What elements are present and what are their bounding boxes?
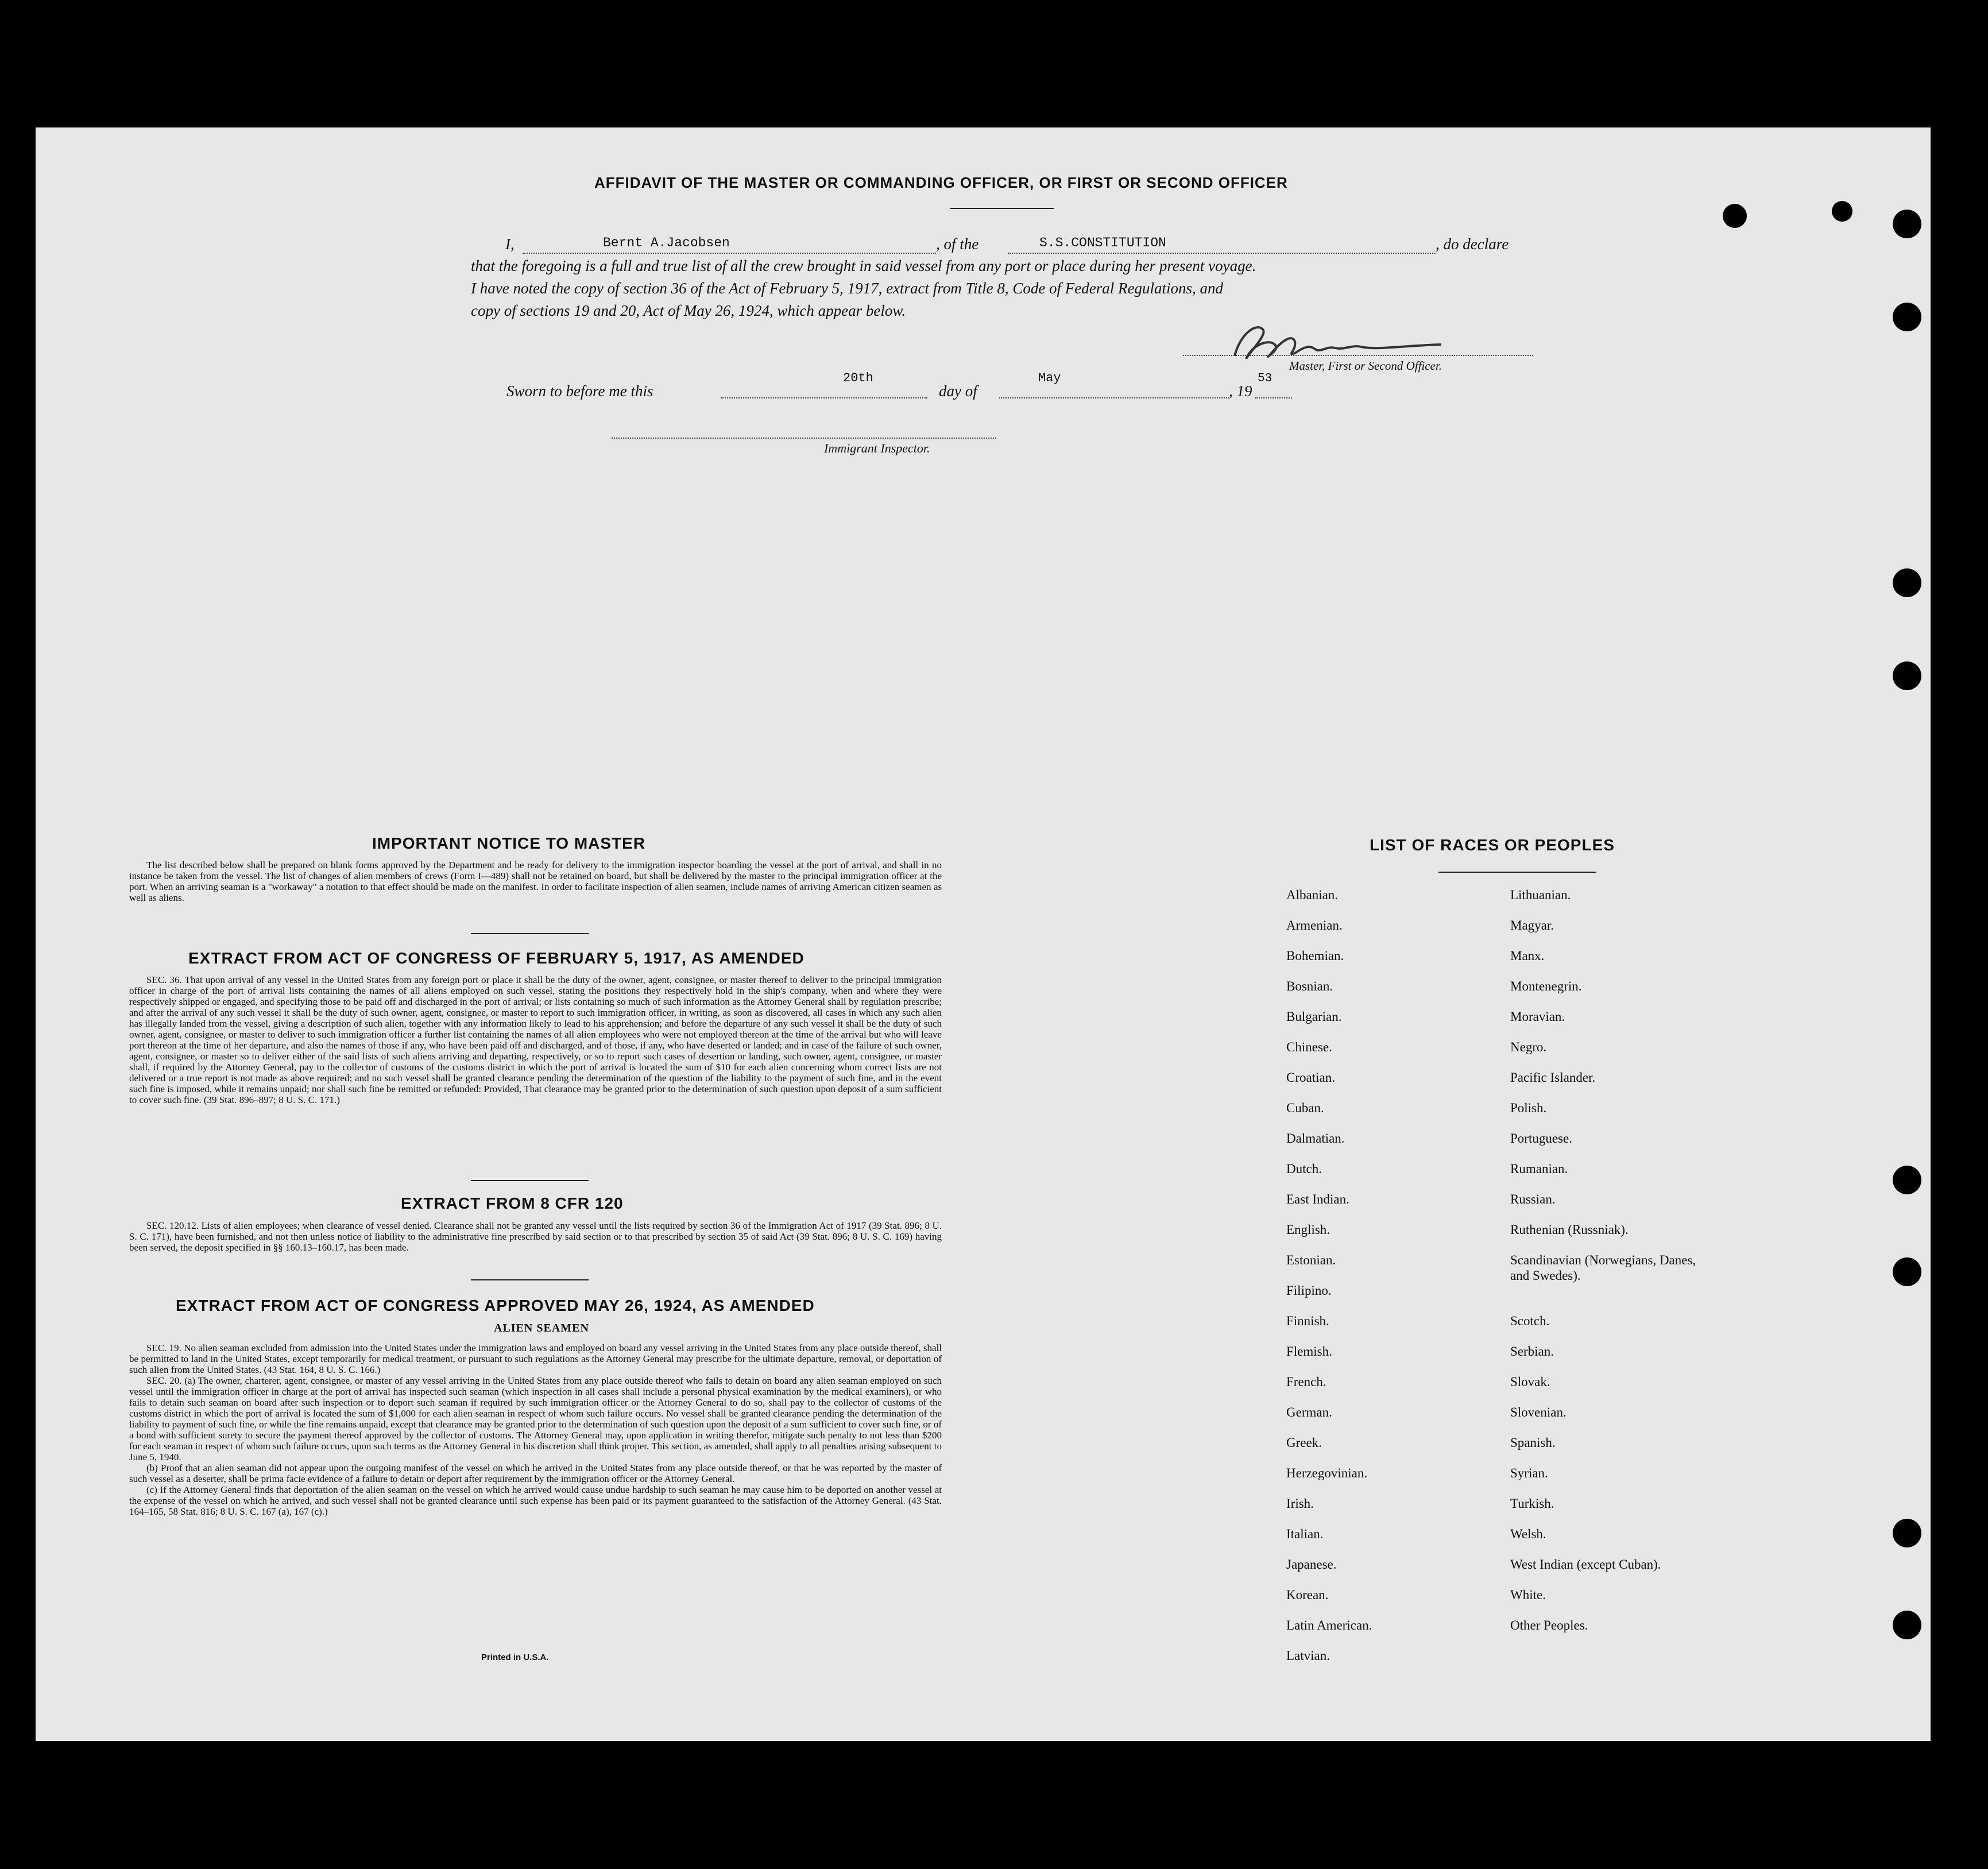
year-prefix: , 19: [1229, 382, 1252, 400]
race-item: Dalmatian.: [1286, 1131, 1345, 1146]
year-value[interactable]: 53: [1258, 372, 1273, 385]
race-item: Irish.: [1286, 1496, 1314, 1511]
races-title: LIST OF RACES OR PEOPLES: [1370, 836, 1615, 854]
race-item: Armenian.: [1286, 918, 1343, 932]
sworn-label: Sworn to before me this: [506, 382, 653, 400]
notice-text: The list described below shall be prepared on blank forms approved by the Department and be ready for delivery to the immigration inspector boarding the vessel at the port of arrival, and shall in no instance be taken from the vessel. The list of changes of alien members of crews (Form I—489) shall not be retained on board, but shall be delivered by the master to the principal immigration officer at the port. When an arriving seaman is a "workaway" a notation to that effect should be made on the manifest. In order to facilitate inspection of alien seamen, include names of arriving American citizen seamen as well as aliens.: [129, 860, 942, 903]
signature-line: [1183, 355, 1533, 356]
affidavit-line4: copy of sections 19 and 20, Act of May 26, 1924, which appear below.: [471, 302, 906, 319]
races-column-2: [1510, 887, 1751, 1648]
of-the-label: , of the: [936, 235, 979, 253]
extractcfr-title: EXTRACT FROM 8 CFR 120: [401, 1194, 624, 1212]
race-item: Estonian.: [1286, 1253, 1336, 1267]
notice-title: IMPORTANT NOTICE TO MASTER: [372, 834, 646, 852]
race-item: Chinese.: [1286, 1040, 1332, 1054]
section-rule: [471, 1180, 589, 1181]
extract1917-title: EXTRACT FROM ACT OF CONGRESS OF FEBRUARY 5, 1917, AS AMENDED: [188, 949, 805, 967]
race-item: Russian.: [1510, 1192, 1556, 1206]
race-item: Serbian.: [1510, 1344, 1554, 1359]
vessel-line: [1008, 253, 1436, 254]
race-item: Turkish.: [1510, 1496, 1554, 1511]
punch-hole: [1893, 661, 1921, 690]
race-item: Dutch.: [1286, 1162, 1322, 1176]
extractcfr-text: SEC. 120.12. Lists of alien employees; when clearance of vessel denied. Clearance shall not be granted any vessel until the lists required by section 36 of the Immigration Act of 1917 (39 Stat. 896; 8 U. S. C. 171), have been furnished, and not then unless notice of liability to the administrative fine prescribed by said section or to that prescribed by section 35 of said Act (39 Stat. 896; 8 U. S. C. 169) having been served, the deposit specified in §§ 160.13–160.17, has been made.: [129, 1220, 942, 1253]
race-item: Latvian.: [1286, 1649, 1330, 1663]
affidavit-title: AFFIDAVIT OF THE MASTER OR COMMANDING OFFICER, OR FIRST OR SECOND OFFICER: [594, 174, 1288, 191]
affidavit-line2: that the foregoing is a full and true list of all the crew brought in said vessel from any port or place during her present voyage.: [471, 257, 1256, 274]
race-item: Greek.: [1286, 1435, 1322, 1450]
extract1924-text: SEC. 19. No alien seaman excluded from admission into the United States under the immigration laws and employed on board any vessel arriving in the United States from any place outside thereof, shall be permitted to land in the United States, except temporarily for medical treatment, or pursuant to such regulations as the Attorney General may prescribe for the ultimate departure, removal, or deportation of such alien from the United States. (43 Stat. 164, 8 U. S. C. 166.) SEC. 20. (a) The owner, charterer, agent, consignee, or master of any vessel arriving in the United States from any place outside thereof who fails to detain on board any alien seaman employed on such vessel until the immigration officer in charge at the port of arrival has inspected such seaman (which inspection in all cases shall include a personal physical examination by the medical examiners), or who fails to detain such seaman on board after such inspection or to deport such seaman if required by such immigration officer or the Attorney General to do so, shall pay to the collector of customs of the customs district in which the port of arrival is located the sum of $1,000 for each alien seaman in respect of whom such failure occurs. No vessel shall be granted clearance pending the determination of the liability to payment of such fine, or while the fine remains unpaid, except that clearance may be granted prior to the determination of such question upon the deposit of a sum sufficient to cover such fine, or of a bond with sufficient surety to secure the payment thereof approved by the collector of customs. The Attorney General may, upon application in writing therefor, mitigate such penalty to not less than $200 for each seaman in respect of whom such failure occurs, upon such terms as the Attorney General in his discretion shall think proper. This section, as amended, shall apply to all penalties arising subsequent to June 5, 1940. (b) Proof that an alien seaman did not appear upon the outgoing manifest of the vessel on which he arrived in the United States from any place outside thereof, or that he was reported by the master of such vessel as a deserter, shall be prima facie evidence of a failure to detain or deport after requirement by the immigration officer or the Attorney General. (c) If the Attorney General finds that deportation of the alien seaman on the vessel on which he arrived would cause undue hardship to such seaman he may cause him to be deported on another vessel at the expense of the vessel on which he arrived, and such vessel shall not be granted clearance until such expense has been paid or its payment guaranteed to the satisfaction of the Attorney General. (43 Stat. 164–165, 58 Stat. 816; 8 U. S. C. 167 (a), 167 (c).): [129, 1342, 942, 1517]
section-rule: [471, 1279, 589, 1280]
declarant-name[interactable]: Bernt A.Jacobsen: [603, 235, 730, 250]
race-item: Cuban.: [1286, 1101, 1324, 1115]
race-item: Lithuanian.: [1510, 888, 1571, 902]
race-item: Scandinavian (Norwegians, Danes, and Swedes).: [1510, 1253, 1696, 1283]
punch-hole: [1893, 568, 1921, 597]
race-item: Scotch.: [1510, 1314, 1550, 1328]
race-item: German.: [1286, 1405, 1332, 1419]
month-value[interactable]: May: [1038, 371, 1061, 385]
races-column-1: [1286, 887, 1504, 1678]
race-item: Magyar.: [1510, 918, 1554, 932]
punch-hole: [1832, 201, 1852, 222]
punch-hole: [1893, 1166, 1921, 1194]
extract1924-subtitle: ALIEN SEAMEN: [494, 1322, 589, 1334]
race-item: West Indian (except Cuban).: [1510, 1557, 1661, 1572]
punch-hole: [1893, 303, 1921, 331]
day-of-label: day of: [939, 382, 977, 400]
races-title-rule: [1438, 872, 1596, 873]
punch-hole: [1893, 1257, 1921, 1286]
race-item: Finnish.: [1286, 1314, 1329, 1328]
race-item: Negro.: [1510, 1040, 1547, 1054]
race-item: Japanese.: [1286, 1557, 1337, 1572]
race-item: Herzegovinian.: [1286, 1466, 1368, 1480]
race-item: Filipino.: [1286, 1283, 1332, 1298]
affidavit-line1-start: I,: [505, 235, 515, 253]
do-declare-label: , do declare: [1436, 235, 1509, 253]
signature-caption: Master, First or Second Officer.: [1289, 359, 1442, 373]
race-item: Spanish.: [1510, 1435, 1556, 1450]
affidavit-line3: I have noted the copy of section 36 of the Act of February 5, 1917, extract from Title 8, Code of Federal Regulations, and: [471, 280, 1224, 297]
title-rule: [950, 208, 1054, 209]
race-item: Bulgarian.: [1286, 1009, 1342, 1024]
race-item: Polish.: [1510, 1101, 1547, 1115]
race-item: Bosnian.: [1286, 979, 1333, 993]
month-line: [999, 397, 1229, 398]
race-item: Other Peoples.: [1510, 1618, 1588, 1632]
race-item: East Indian.: [1286, 1192, 1349, 1206]
inspector-line: [612, 438, 996, 439]
race-item: Portuguese.: [1510, 1131, 1572, 1146]
printed-label: Printed in U.S.A.: [481, 1653, 549, 1662]
race-item: Pacific Islander.: [1510, 1070, 1596, 1085]
punch-hole: [1893, 1611, 1921, 1639]
section-rule: [471, 933, 589, 934]
race-item: Albanian.: [1286, 888, 1339, 902]
race-item: Rumanian.: [1510, 1162, 1568, 1176]
race-item: White.: [1510, 1588, 1546, 1602]
race-item: Latin American.: [1286, 1618, 1372, 1632]
day-value[interactable]: 20th: [843, 371, 873, 385]
punch-hole: [1893, 210, 1921, 238]
declarant-line: [523, 253, 936, 254]
race-item: Korean.: [1286, 1588, 1329, 1602]
extract1917-text: SEC. 36. That upon arrival of any vessel in the United States from any foreign port or place it shall be the duty of the owner, agent, consignee, or master thereof to deliver to the principal immigration officer in charge of the port of arrival lists containing the names of all aliens employed on such vessel, stating the positions they respectively hold in the ship's company, when and where they were respectively shipped or engaged, and specifying those to be paid off and discharged in the port of arrival; or lists containing so much of such information as the Attorney General shall by regulation prescribe; and after the arrival of any such vessel it shall be the duty of such owner, agent, consignee, or master to report to such immigration officer, in writing, as soon as discovered, all cases in which any such alien has illegally landed from the vessel, giving a description of such alien, together with any information likely to lead to his apprehension; and before the departure of any such vessel it shall be the duty of such owner, agent, consignee, or master to deliver to such immigration officer a further list containing the names of all alien employees who were not employed thereon at the time of the arrival but who will leave port thereon at the time of her departure, and also the names of those if any, who have been paid off and discharged, and of those, if any, who have deserted or landed; and in case of the failure of such owner, agent, consignee, or master so to deliver either of the said lists of such aliens arriving and departing, respectively, or so to report such cases of desertion or landing, such owner, agent, consignee, or master shall, if required by the Attorney General, pay to the collector of customs of the customs district in which the port of arrival is located the sum of $10 for each alien concerning whom correct lists are not delivered or a true report is not made as above required; and no such vessel shall be granted clearance pending the determination of the question of the liability to the payment of such fine, and in the event such fine is imposed, while it remains unpaid; nor shall such fine be remitted or refunded: Provided, That clearance may be granted prior to the determination of such question upon deposit of a sum sufficient to cover such fine. (39 Stat. 896–897; 8 U. S. C. 171.): [129, 974, 942, 1105]
day-line: [721, 397, 927, 398]
inspector-caption: Immigrant Inspector.: [824, 441, 930, 455]
race-item: Bohemian.: [1286, 949, 1344, 963]
race-item: French.: [1286, 1375, 1326, 1389]
race-item: Slovak.: [1510, 1375, 1550, 1389]
race-item: Moravian.: [1510, 1009, 1565, 1024]
race-item: Ruthenian (Russniak).: [1510, 1222, 1629, 1237]
vessel-name[interactable]: S.S.CONSTITUTION: [1039, 235, 1166, 250]
extract1924-title: EXTRACT FROM ACT OF CONGRESS APPROVED MAY 26, 1924, AS AMENDED: [176, 1297, 815, 1314]
race-item: English.: [1286, 1222, 1331, 1237]
race-item: Manx.: [1510, 949, 1545, 963]
punch-hole: [1723, 204, 1747, 228]
race-item: Slovenian.: [1510, 1405, 1567, 1419]
race-item: Montenegrin.: [1510, 979, 1582, 993]
race-item: Syrian.: [1510, 1466, 1548, 1480]
punch-hole: [1893, 1519, 1921, 1547]
race-item: Italian.: [1286, 1527, 1324, 1541]
year-line: [1255, 397, 1292, 398]
race-item: Welsh.: [1510, 1527, 1546, 1541]
race-item: Flemish.: [1286, 1344, 1332, 1359]
race-item: Croatian.: [1286, 1070, 1335, 1085]
